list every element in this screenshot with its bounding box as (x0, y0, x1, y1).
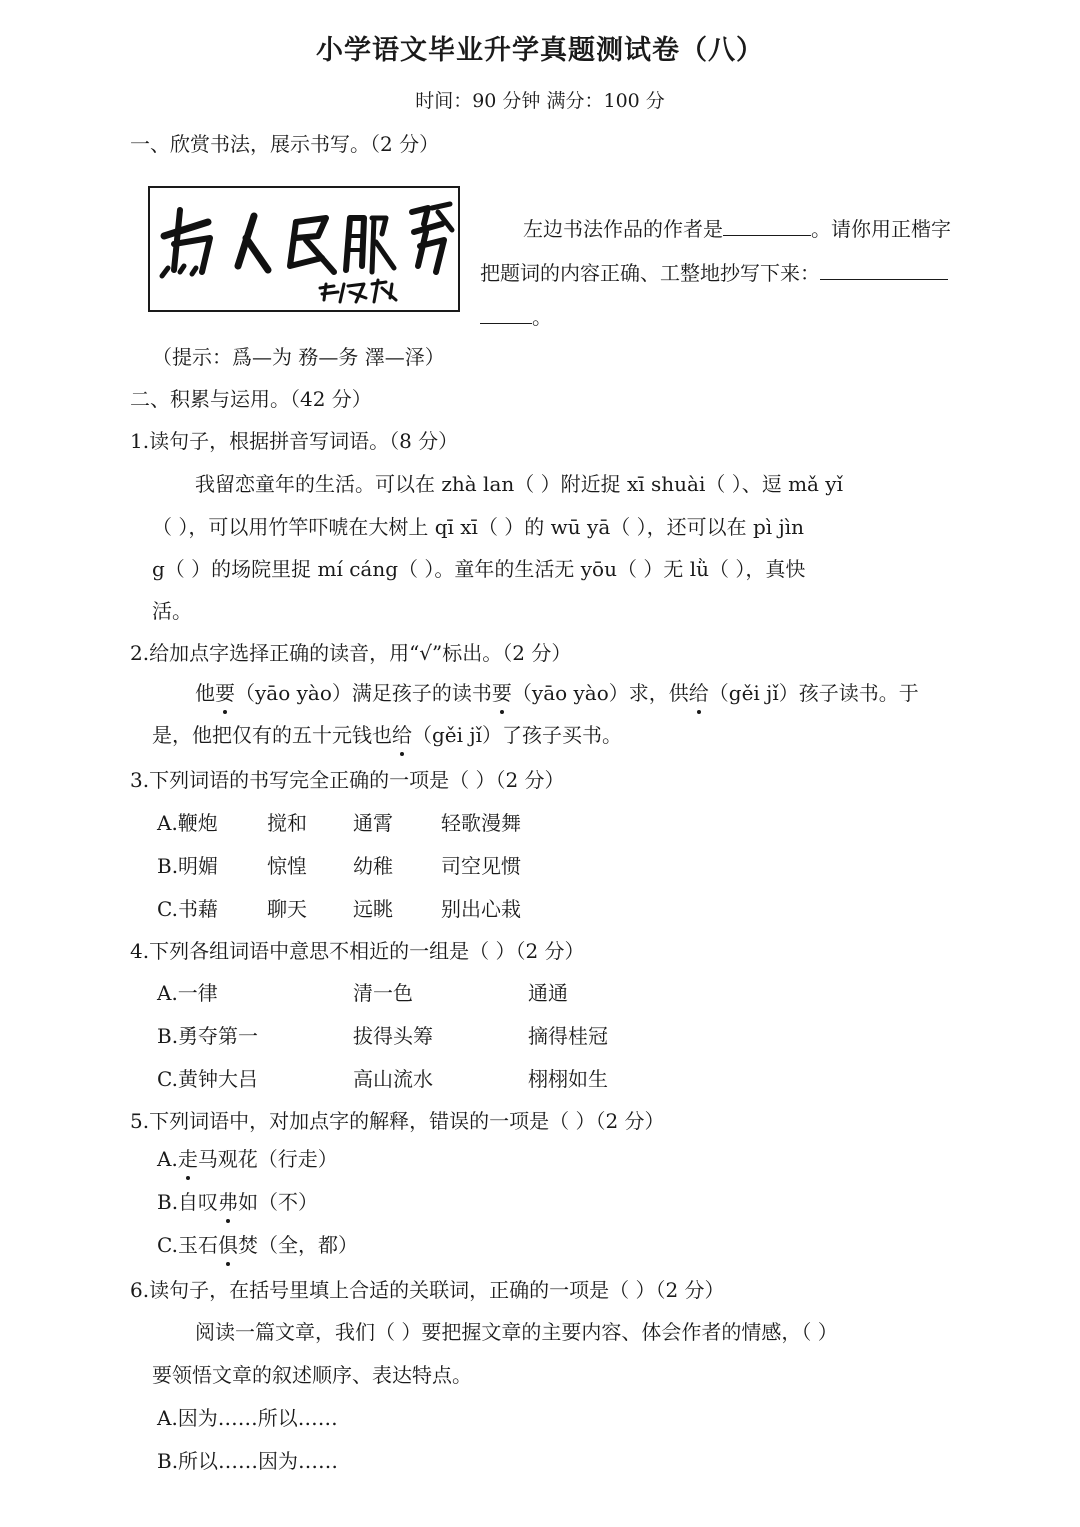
q4-word: 通通 (528, 981, 568, 1005)
q5-text: 如（不） (238, 1190, 319, 1214)
q3-word: 幼稚 (353, 854, 393, 878)
q1-line3: g（ ）的场院里捉 mí cáng（ ）。童年的生活无 yōu（ ）无 lǜ（ ），真快 (152, 557, 806, 581)
q4-word: B.勇夺第一 (157, 1024, 259, 1048)
q2-line1 (195, 677, 919, 706)
copy-blank-2[interactable] (480, 305, 532, 324)
q1-title: 1.读句子，根据拼音写词语。（8 分） (130, 429, 459, 453)
q5-option-c[interactable] (157, 1229, 358, 1258)
q4-word: 摘得桂冠 (528, 1024, 608, 1048)
q3-word: A.鞭炮 (157, 811, 218, 835)
dotted-char: 俱 (218, 1229, 238, 1258)
q5-text: A. (157, 1147, 178, 1171)
dotted-char: 要 (215, 677, 235, 706)
dotted-char: 给 (392, 719, 412, 748)
q3-title: 3.下列词语的书写完全正确的一项是（ ）（2 分） (130, 768, 565, 792)
q2-title: 2.给加点字选择正确的读音，用“√”标出。（2 分） (130, 641, 572, 665)
q1-line2: （ ），可以用竹竿吓唬在大树上 qī xī（ ）的 wū yā（ ），还可以在 pì jìn (152, 515, 804, 539)
dotted-char: 给 (689, 677, 709, 706)
q5-text: 焚（全，都） (237, 1233, 358, 1257)
section1-line1-text-b: 。请你用正楷字 (811, 217, 951, 241)
q5-option-a[interactable] (157, 1143, 338, 1172)
q4-word: 拔得头筹 (353, 1024, 433, 1048)
q3-word: 轻歌漫舞 (441, 811, 521, 835)
section1-line2-text: 把题词的内容正确、工整地抄写下来： (480, 261, 820, 285)
q4-word: 清一色 (353, 981, 413, 1005)
q4-word: A.一律 (157, 981, 218, 1005)
q6-line1: 阅读一篇文章，我们（ ）要把握文章的主要内容、体会作者的情感，（ ） (195, 1320, 838, 1344)
q6-option-b[interactable]: B.所以……因为…… (157, 1449, 339, 1473)
page-title: 小学语文毕业升学真题测试卷（八） (316, 35, 764, 66)
q5-text: B.自叹 (157, 1190, 219, 1214)
section1-heading: 一、欣赏书法，展示书写。（2 分） (130, 132, 440, 156)
section1-line1 (523, 213, 951, 242)
calligraphy-artwork (150, 188, 457, 309)
dotted-char: 弗 (218, 1186, 238, 1215)
q5-option-b[interactable] (157, 1186, 318, 1215)
q3-word: 通霄 (353, 811, 393, 835)
q5-text: C.玉石 (157, 1233, 218, 1257)
section1-line1-text-a: 左边书法作品的作者是 (523, 217, 723, 241)
section1-line3 (480, 301, 552, 330)
q6-line2: 要领悟文章的叙述顺序、表达特点。 (152, 1363, 472, 1387)
q2-text: 他 (195, 681, 215, 705)
section1-hint: （提示：爲—为 務—务 澤—泽） (152, 345, 445, 369)
q3-word: C.书藉 (157, 897, 218, 921)
section2-heading: 二、积累与运用。（42 分） (130, 387, 372, 411)
q1-line4: 活。 (152, 599, 192, 623)
dotted-char: 要 (492, 677, 512, 706)
q2-text: 是，他把仅有的五十元钱也 (152, 723, 392, 747)
calligraphy-image (148, 186, 460, 312)
q5-title: 5.下列词语中，对加点字的解释，错误的一项是（ ）（2 分） (130, 1109, 665, 1133)
section1-line2 (480, 257, 948, 286)
q3-word: 惊惶 (267, 854, 307, 878)
q4-word: 栩栩如生 (528, 1067, 608, 1091)
q6-title: 6.读句子，在括号里填上合适的关联词，正确的一项是（ ）（2 分） (130, 1278, 725, 1302)
q3-word: 远眺 (353, 897, 393, 921)
q3-word: 聊天 (267, 897, 307, 921)
q2-line2 (152, 719, 622, 748)
q3-word: 司空见惯 (441, 854, 521, 878)
q2-text: （yāo yào）求，供 (511, 681, 689, 705)
copy-blank-1[interactable] (820, 261, 948, 280)
q3-word: B.明媚 (157, 854, 219, 878)
q1-line1: 我留恋童年的生活。可以在 zhà lan（ ）附近捉 xī shuài（ ）、逗 mǎ yǐ (195, 472, 844, 496)
author-blank[interactable] (723, 217, 811, 236)
q4-title: 4.下列各组词语中意思不相近的一组是（ ）（2 分） (130, 939, 585, 963)
section1-line3-end: 。 (532, 305, 552, 329)
exam-info: 时间：90 分钟 满分：100 分 (415, 90, 665, 112)
q4-word: 高山流水 (353, 1067, 433, 1091)
q2-text: （gěi jǐ）孩子读书。于 (708, 681, 919, 705)
q5-text: 马观花（行走） (197, 1147, 338, 1171)
q3-word: 搅和 (267, 811, 307, 835)
q3-word: 别出心栽 (441, 897, 521, 921)
q6-option-a[interactable]: A.因为……所以…… (157, 1406, 338, 1430)
q2-text: （yāo yào）满足孩子的读书 (235, 681, 492, 705)
dotted-char: 走 (178, 1143, 198, 1172)
q4-word: C.黄钟大吕 (157, 1067, 258, 1091)
q2-text: （gěi jǐ）了孩子买书。 (412, 723, 622, 747)
